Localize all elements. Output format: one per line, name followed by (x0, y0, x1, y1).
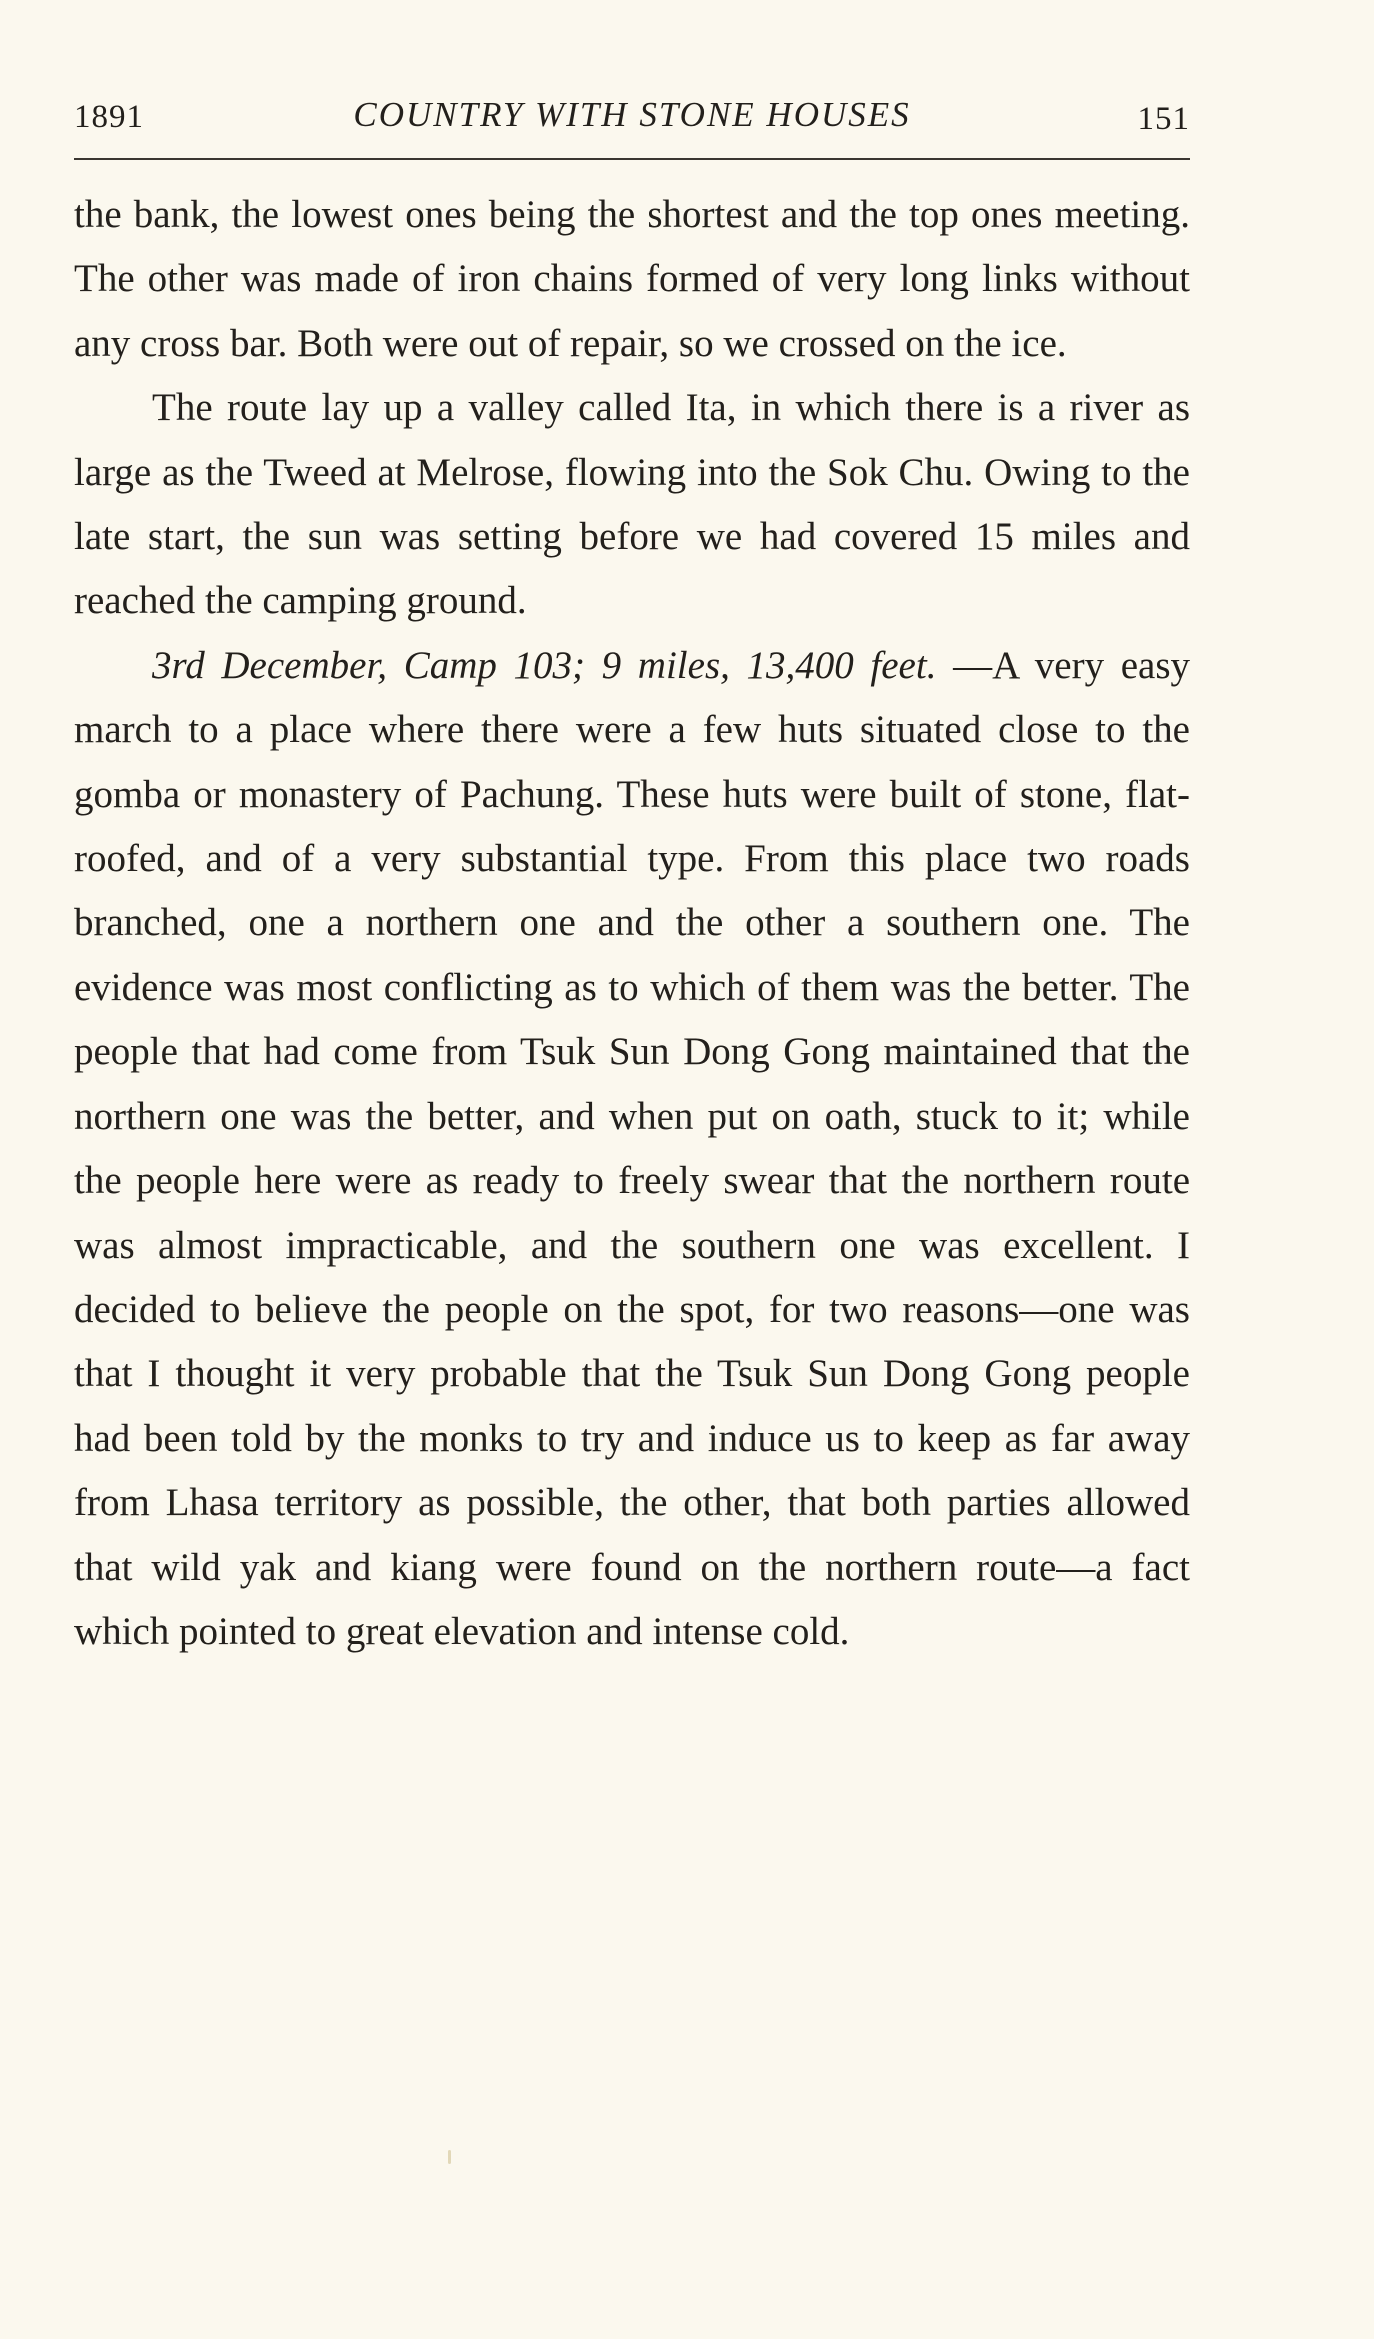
paper-speck (448, 2150, 451, 2164)
dated-entry-heading: 3rd December, Camp 103; 9 miles, 13,400 feet. (152, 643, 937, 687)
page-number: 151 (1137, 101, 1190, 137)
paragraph-2-text: The route lay up a valley called Ita, in which there is a river as large as the Tweed at Melrose, flowing into the Sok Chu. Owing to the late start, the sun was setting before we had covered 15 miles and reached the camping ground. (74, 386, 1190, 623)
running-head-title: COUNTRY WITH STONE HOUSES (353, 95, 911, 134)
paragraph-2 (74, 376, 1190, 634)
paragraph-1-text: the bank, the lowest ones being the shortest and the top ones meeting. The other was made of iron chains formed of very long links without any cross bar. Both were out of repair, so we crossed on the ice. (74, 193, 1190, 365)
running-head-year: 1891 (74, 99, 144, 135)
body-text (74, 183, 1190, 1664)
paragraph-3-text: —A very easy march to a place where there were a few huts situated close to the gomba or monastery of Pachung. These huts were built of stone, flat-roofed, and of a very substantial type. From this place two roads branched, one a northern one and the other a southern one. The evidence was most conflicting as to which of them was the better. The people that had come from Tsuk Sun Dong Gong maintained that the northern one was the better, and when put on oath, stuck to it; while the people here were as ready to freely swear that the northern route was almost impracticable, and the southern one was excellent. I decided to believe the people on the spot, for two reasons—one was that I thought it very probable that the Tsuk Sun Dong Gong people had been told by the monks to try and induce us to keep as far away from Lhasa territory as possible, the other, that both parties allowed that wild yak and kiang were found on the northern route—a fact which pointed to great elevation and intense cold. (74, 643, 1191, 1653)
header-rule (74, 158, 1190, 160)
paragraph-3 (74, 634, 1190, 1665)
paragraph-1 (74, 183, 1190, 376)
running-head (74, 95, 1190, 143)
